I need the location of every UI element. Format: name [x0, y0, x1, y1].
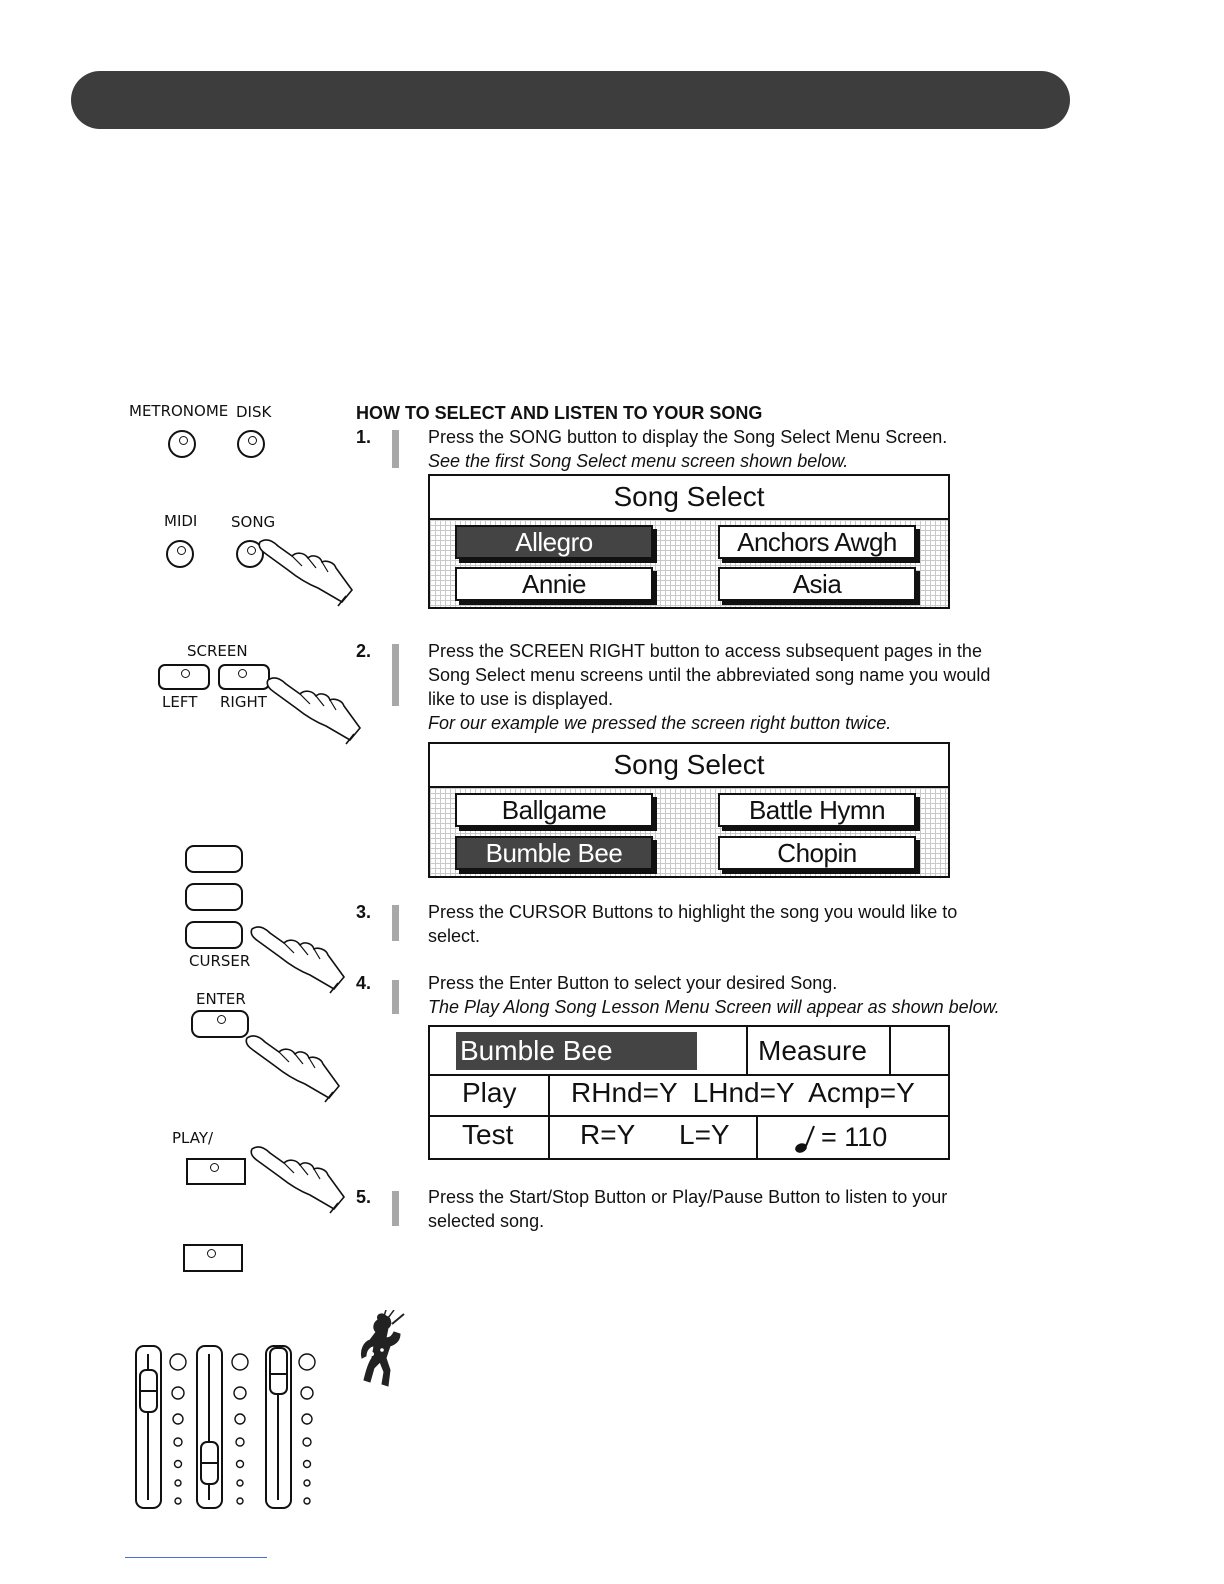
step-marker [392, 644, 399, 706]
song-item-bumble-bee[interactable]: Bumble Bee [455, 836, 653, 870]
song-select-screen-2 [428, 742, 950, 878]
song-label: SONG [231, 513, 276, 531]
step-3-text-line-2: select. [428, 926, 481, 946]
song-item-battle-hymn[interactable]: Battle Hymn [718, 793, 916, 827]
hand-pointer-icon [258, 538, 358, 608]
song-item-annie[interactable]: Annie [455, 567, 653, 601]
hand-pointer-icon [245, 1034, 345, 1104]
cursor-down-button[interactable] [185, 921, 243, 949]
song-item-anchors-awgh[interactable]: Anchors Awgh [718, 525, 916, 559]
lesson-test[interactable]: Test [462, 1119, 514, 1150]
screen-title: Song Select [430, 744, 948, 788]
metronome-label: METRONOME [129, 402, 229, 420]
step-2-number: 2. [356, 641, 372, 661]
step-1-number: 1. [356, 427, 372, 447]
cursor-mid-button[interactable] [185, 883, 243, 911]
step-3-text-line-1: Press the CURSOR Buttons to highlight the song you would like to [428, 902, 958, 922]
screen-title: Song Select [430, 476, 948, 520]
lesson-right-hand[interactable]: R=Y [580, 1119, 636, 1150]
step-2-text-line-1: Press the SCREEN RIGHT button to access subsequent pages in the [428, 641, 982, 661]
play-along-lesson-screen [428, 1025, 950, 1160]
midi-button[interactable] [166, 540, 194, 568]
kokopelli-mascot-icon [356, 1310, 408, 1388]
curser-label: CURSER [189, 952, 251, 970]
quarter-note-icon [794, 1124, 816, 1154]
step-marker [392, 980, 399, 1014]
step-3-number: 3. [356, 902, 372, 922]
step-2-note: For our example we pressed the screen right button twice. [428, 713, 892, 733]
step-4-number: 4. [356, 973, 372, 993]
enter-button[interactable] [191, 1010, 249, 1038]
right-label: RIGHT [220, 693, 267, 711]
lesson-play-options[interactable]: RHnd=Y LHnd=Y Acmp=Y [571, 1077, 915, 1108]
lesson-tempo[interactable]: = 110 [821, 1122, 888, 1152]
start-stop-button[interactable] [183, 1244, 243, 1272]
metronome-button[interactable] [168, 430, 196, 458]
section-heading: HOW TO SELECT AND LISTEN TO YOUR SONG [356, 403, 763, 423]
screen-left-button[interactable] [158, 664, 210, 690]
screen-label: SCREEN [187, 642, 248, 660]
song-item-asia[interactable]: Asia [718, 567, 916, 601]
header-bar [71, 71, 1070, 129]
song-item-allegro[interactable]: Allegro [455, 525, 653, 559]
lesson-measure: Measure [758, 1035, 867, 1066]
step-2-text-line-2: Song Select menu screens until the abbreviated song name you would [428, 665, 991, 685]
hand-pointer-icon [266, 676, 366, 746]
song-item-chopin[interactable]: Chopin [718, 836, 916, 870]
step-4-text: Press the Enter Button to select your desired Song. [428, 973, 838, 993]
step-marker [392, 1191, 399, 1226]
left-label: LEFT [162, 693, 198, 711]
midi-label: MIDI [164, 512, 198, 530]
step-1-text: Press the SONG button to display the Song Select Menu Screen. [428, 427, 948, 447]
hand-pointer-icon [250, 925, 350, 995]
step-5-number: 5. [356, 1187, 372, 1207]
volume-sliders[interactable] [130, 1340, 330, 1515]
lesson-song-name[interactable]: Bumble Bee [460, 1035, 613, 1066]
lesson-play[interactable]: Play [462, 1077, 517, 1108]
enter-label: ENTER [196, 990, 246, 1008]
screen-right-button[interactable] [218, 664, 270, 690]
divider-line [125, 1557, 267, 1558]
lesson-left-hand[interactable]: L=Y [679, 1119, 730, 1150]
step-5-text-line-1: Press the Start/Stop Button or Play/Pause Button to listen to your [428, 1187, 948, 1207]
step-2-text-line-3: like to use is displayed. [428, 689, 614, 709]
step-4-note: The Play Along Song Lesson Menu Screen will appear as shown below. [428, 997, 1000, 1017]
hand-pointer-icon [250, 1145, 350, 1215]
song-item-ballgame[interactable]: Ballgame [455, 793, 653, 827]
disk-label: DISK [236, 403, 272, 421]
song-select-screen-1 [428, 474, 950, 609]
cursor-up-button[interactable] [185, 845, 243, 873]
step-marker [392, 905, 399, 941]
step-marker [392, 430, 399, 468]
step-5-text-line-2: selected song. [428, 1211, 545, 1231]
play-label: PLAY/ [172, 1129, 214, 1147]
step-1-note: See the first Song Select menu screen shown below. [428, 451, 849, 471]
disk-button[interactable] [237, 430, 265, 458]
play-pause-button[interactable] [186, 1158, 246, 1185]
